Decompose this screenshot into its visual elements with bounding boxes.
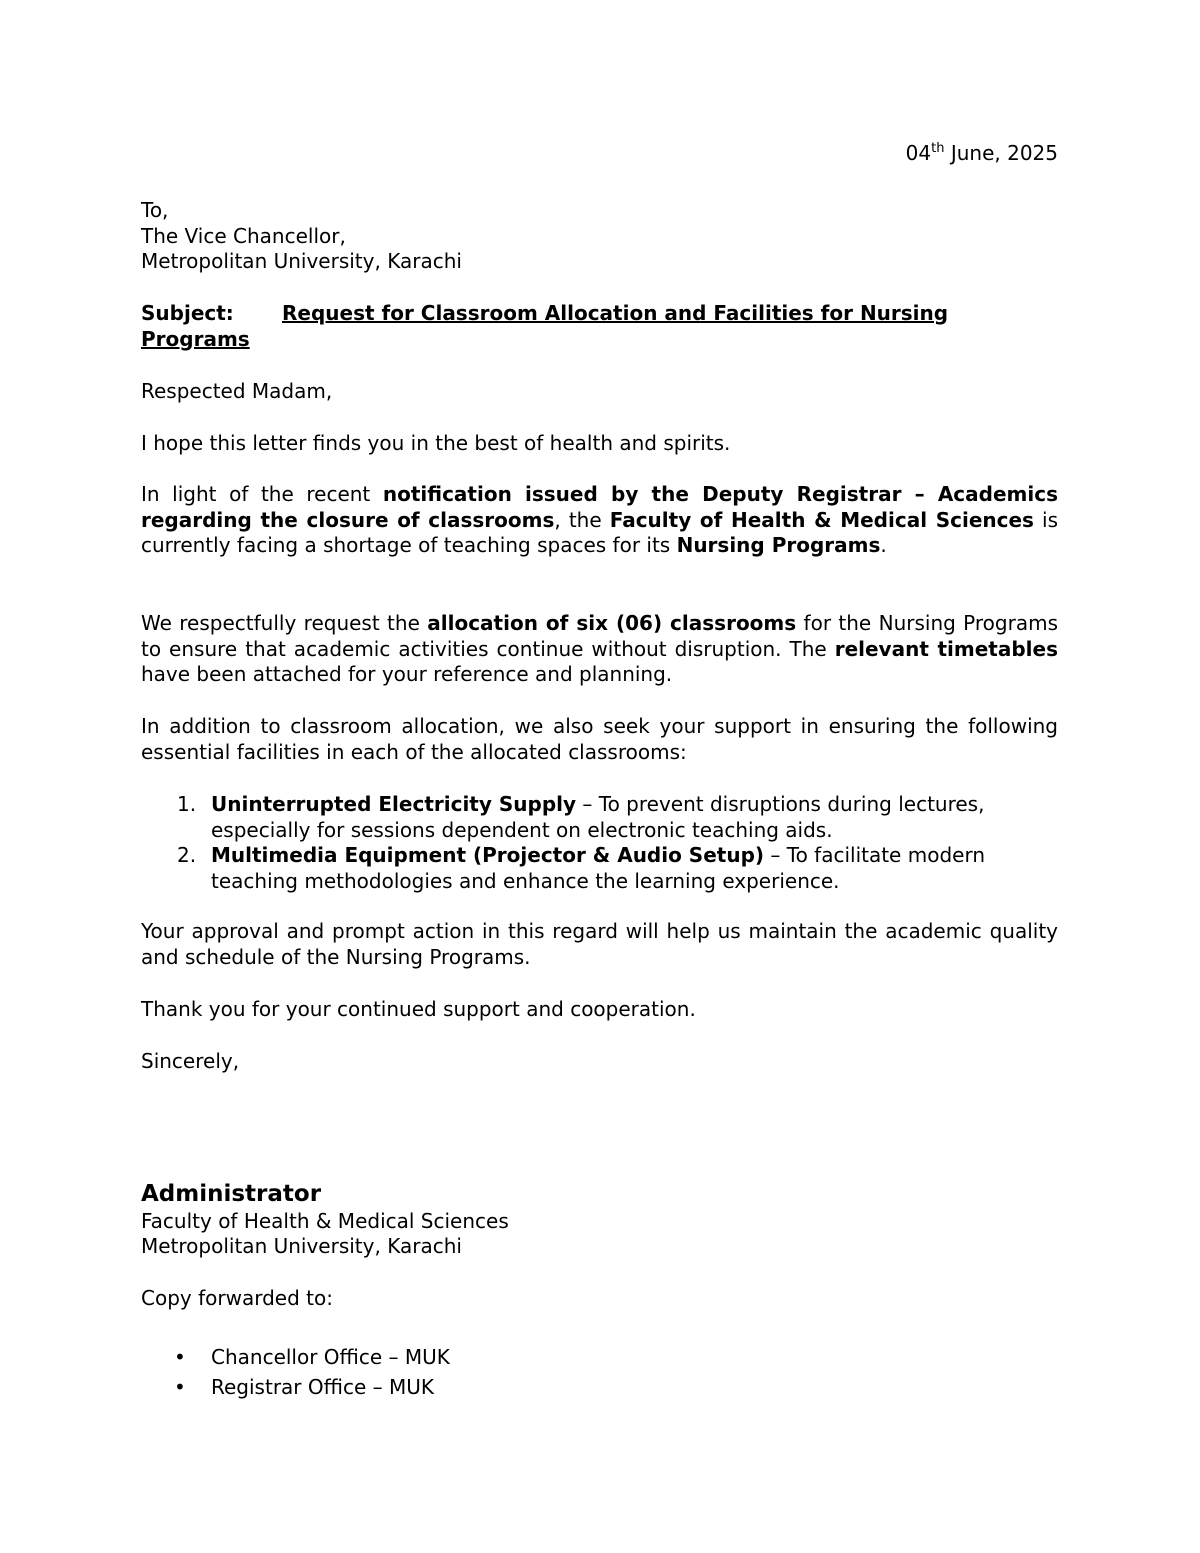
bullet-icon: • bbox=[174, 1345, 186, 1369]
date-day: 04 bbox=[905, 141, 932, 165]
letter-date bbox=[906, 140, 1058, 166]
subject-label: Subject: bbox=[141, 301, 234, 325]
signatory-name: Administrator bbox=[141, 1181, 322, 1207]
copy-forwarded-label: Copy forwarded to: bbox=[141, 1286, 333, 1310]
paragraph-notification: In light of the recent notification issued by the Deputy Registrar – Academics regarding the closure of classrooms, the Faculty of Health & Medical Sciences is currently facing a shortage of teaching spaces for its Nursing Programs. bbox=[141, 482, 1058, 558]
paragraph-approval: Your approval and prompt action in this regard will help us maintain the academic quality and schedule of the Nursing Programs. bbox=[141, 919, 1058, 969]
facility-item: 1. Uninterrupted Electricity Supply – To prevent disruptions during lectures, especially for sessions dependent on electronic teaching aids. bbox=[177, 792, 985, 842]
date-month-year: June, 2025 bbox=[944, 141, 1058, 165]
copy-item: • Registrar Office – MUK bbox=[141, 1372, 450, 1402]
thanks-line: Thank you for your continued support and cooperation. bbox=[141, 997, 696, 1021]
recipient-to: To, bbox=[141, 198, 169, 222]
recipient-title: The Vice Chancellor, bbox=[141, 224, 346, 248]
copy-list bbox=[141, 1342, 450, 1402]
bullet-icon: • bbox=[174, 1375, 186, 1399]
paragraph-request: We respectfully request the allocation of six (06) classrooms for the Nursing Programs to ensure that academic activities continue without disruption. The relevant timetables have been attached for your reference and planning. bbox=[141, 611, 1058, 687]
facilities-list bbox=[141, 792, 1058, 894]
paragraph-facilities-intro: In addition to classroom allocation, we also seek your support in ensuring the following essential facilities in each of the allocated classrooms: bbox=[141, 714, 1058, 764]
recipient-institution: Metropolitan University, Karachi bbox=[141, 249, 462, 273]
facility-item: 2. Multimedia Equipment (Projector & Audio Setup) – To facilitate modern teaching methodologies and enhance the learning experience. bbox=[177, 843, 985, 893]
date-day-suffix: th bbox=[931, 141, 945, 156]
closing: Sincerely, bbox=[141, 1049, 240, 1073]
salutation: Respected Madam, bbox=[141, 379, 333, 403]
letter-page bbox=[141, 0, 1058, 1553]
signatory-institution: Metropolitan University, Karachi bbox=[141, 1234, 462, 1258]
opening-line: I hope this letter finds you in the best of health and spirits. bbox=[141, 431, 731, 455]
subject-title: Request for Classroom Allocation and Facilities for Nursing Programs bbox=[141, 301, 949, 351]
subject-line bbox=[141, 300, 1058, 352]
copy-item: • Chancellor Office – MUK bbox=[141, 1342, 450, 1372]
signatory-faculty: Faculty of Health & Medical Sciences bbox=[141, 1209, 509, 1233]
